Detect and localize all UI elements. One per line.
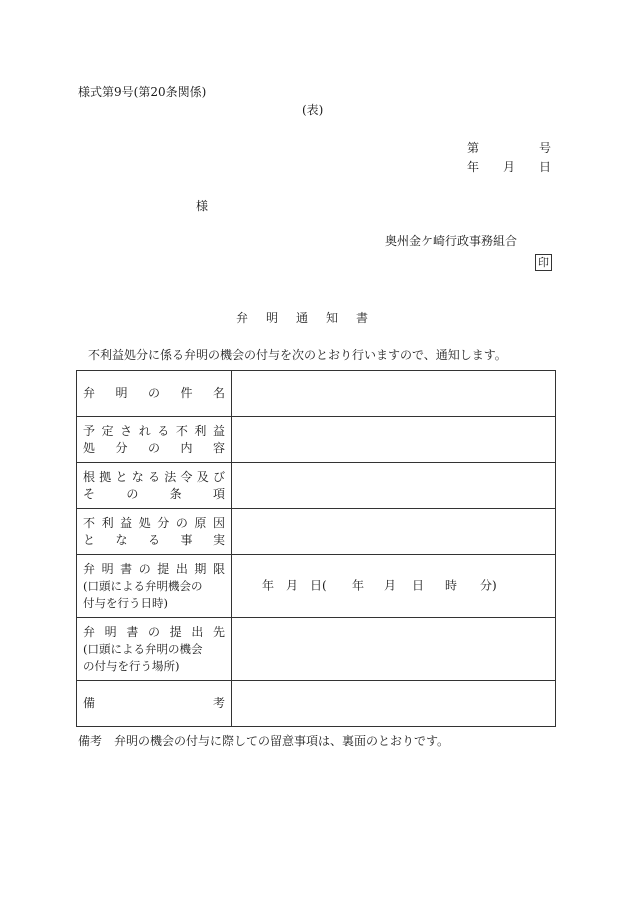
- row-label-remarks: [77, 681, 232, 727]
- label-line: の付与を行う場所): [83, 658, 180, 673]
- footer-note: 備考 弁明の機会の付与に際しての留意事項は、裏面のとおりです。: [78, 734, 450, 748]
- row-value-cause-facts: [232, 509, 556, 555]
- label-line: 根拠となる法令及び: [83, 469, 225, 484]
- row-value-planned-disposition: [232, 417, 556, 463]
- row-label-submission-place: [77, 618, 232, 681]
- table-row: [77, 509, 556, 555]
- deadline-year: 年: [262, 578, 275, 593]
- intro-text: 不利益処分に係る弁明の機会の付与を次のとおり行いますので、通知します。: [88, 348, 507, 362]
- sender-organization: 奥州金ケ崎行政事務組合: [385, 234, 518, 248]
- table-row: [77, 463, 556, 509]
- table-row: [77, 417, 556, 463]
- number-prefix: 第: [467, 141, 480, 155]
- addressee-honorific: 様: [196, 199, 209, 213]
- table-row: [77, 681, 556, 727]
- label-line: (口頭による弁明の機会: [83, 641, 203, 656]
- table-row: [77, 371, 556, 417]
- label-line: 弁明書の提出先: [83, 624, 225, 639]
- form-number: 様式第9号(第20条関係): [78, 85, 207, 99]
- row-value-subject: [232, 371, 556, 417]
- deadline-year-2: 年: [352, 578, 365, 593]
- date-year: 年: [467, 160, 480, 174]
- notification-table: [76, 370, 556, 727]
- deadline-datetime: [232, 555, 555, 617]
- deadline-day-open: 日(: [310, 578, 327, 593]
- row-label-cause-facts: [77, 509, 232, 555]
- deadline-month-2: 月: [384, 578, 397, 593]
- label-line: 処分の内容: [83, 440, 225, 455]
- row-value-deadline: [232, 555, 556, 618]
- row-value-submission-place: [232, 618, 556, 681]
- date-day: 日: [539, 160, 552, 174]
- label-line: となる事実: [83, 532, 225, 547]
- deadline-hour: 時: [445, 578, 458, 593]
- date-month: 月: [503, 160, 516, 174]
- label-line: 予定される不利益: [83, 423, 225, 438]
- label-line: 弁明の件名: [83, 386, 225, 400]
- row-label-deadline: [77, 555, 232, 618]
- deadline-minute-close: 分): [480, 578, 497, 593]
- label-line: 付与を行う日時): [83, 595, 168, 610]
- row-value-legal-basis: [232, 463, 556, 509]
- row-label-planned-disposition: [77, 417, 232, 463]
- label-line: その条項: [83, 486, 225, 501]
- number-suffix: 号: [539, 141, 552, 155]
- table-row: [77, 555, 556, 618]
- document-title: 弁明通知書: [236, 311, 387, 325]
- row-value-remarks: [232, 681, 556, 727]
- front-side-label: (表): [302, 103, 324, 117]
- seal-mark: 印: [535, 254, 552, 271]
- label-line: (口頭による弁明機会の: [83, 578, 203, 593]
- row-label-subject: [77, 371, 232, 417]
- label-line: 弁明書の提出期限: [83, 561, 225, 576]
- label-line: 備考: [83, 696, 225, 710]
- label-line: 不利益処分の原因: [83, 515, 225, 530]
- deadline-month: 月: [286, 578, 299, 593]
- table-row: [77, 618, 556, 681]
- deadline-day-2: 日: [412, 578, 425, 593]
- row-label-legal-basis: [77, 463, 232, 509]
